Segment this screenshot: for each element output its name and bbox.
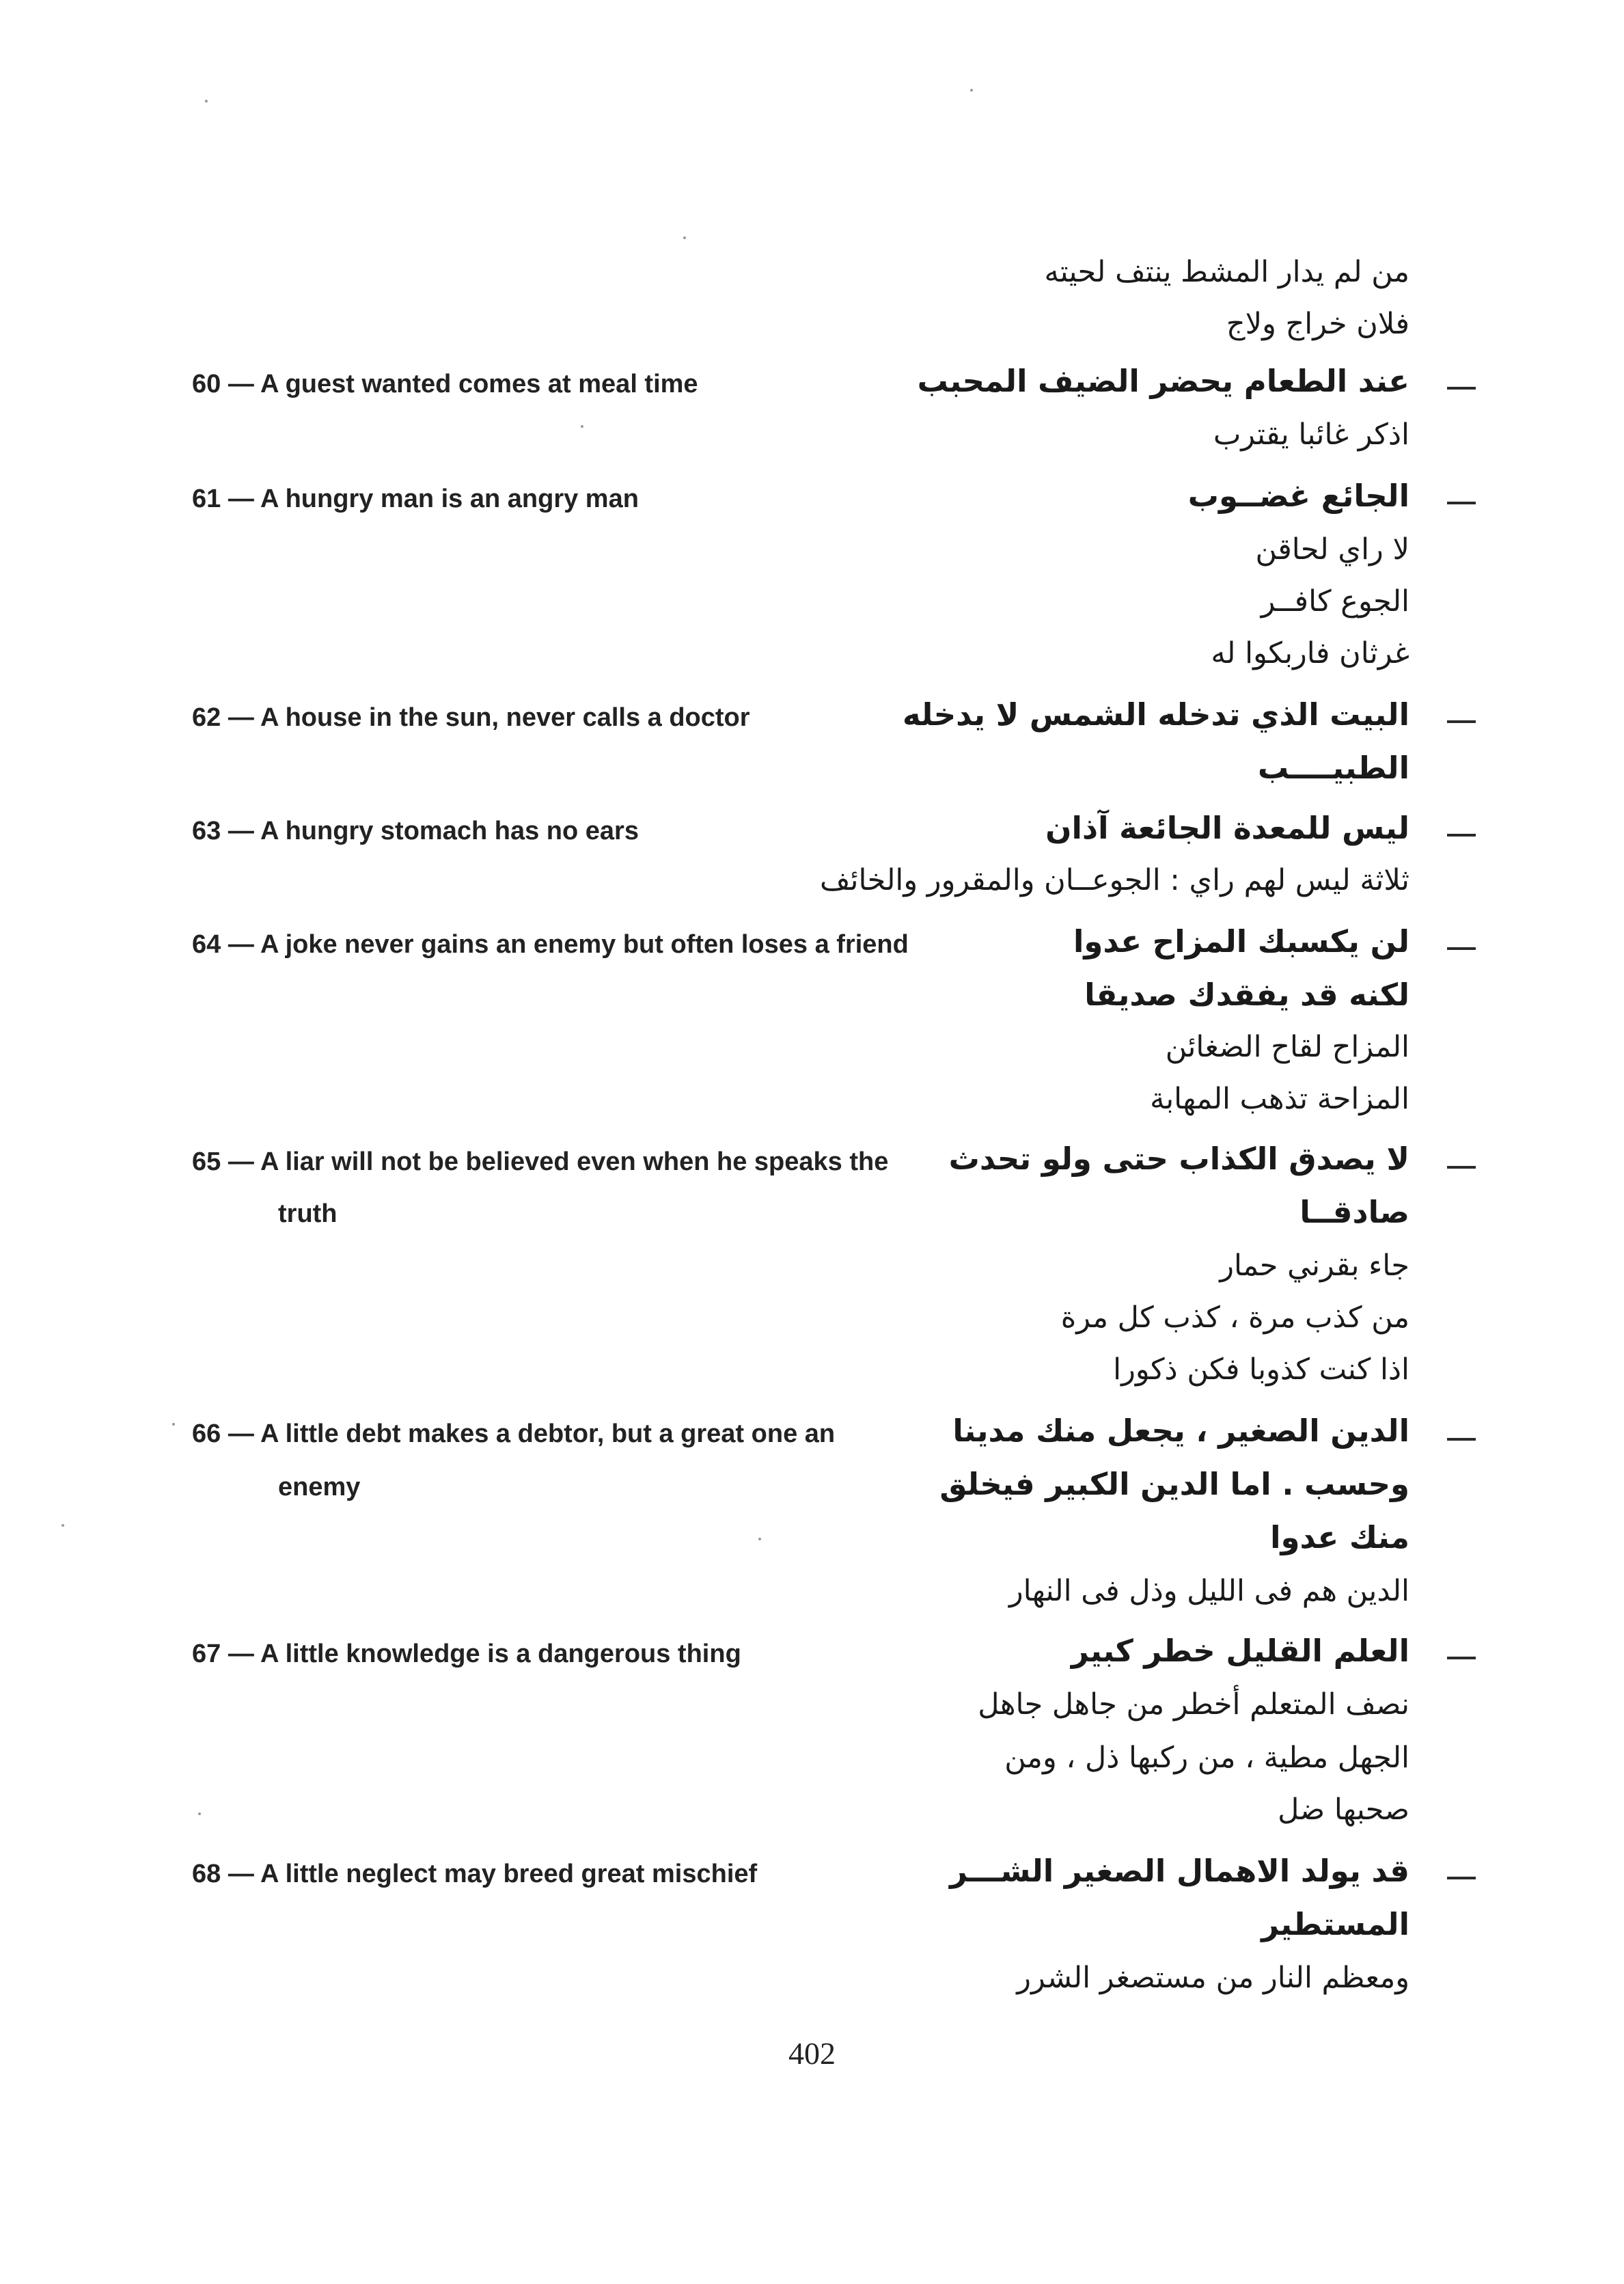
scan-speck [970,89,973,92]
arabic-proverb: ليس للمعدة الجائعة آذان [1045,810,1409,846]
scan-speck [205,100,208,103]
arabic-equivalent: الجهل مطية ، من ركبها ذل ، ومن [1004,1741,1409,1775]
arabic-equivalent: من كذب مرة ، كذب كل مرة [1060,1301,1409,1335]
entry-dash [1447,1877,1476,1879]
arabic-proverb: قد يولد الاهمال الصغير الشـــر [949,1853,1409,1889]
entry-dash [1447,387,1476,390]
arabic-proverb: منك عدوا [1270,1519,1409,1555]
arabic-equivalent: نصف المتعلم أخطر من جاهل جاهل [978,1687,1409,1722]
english-proverb: 65 — A liar will not be believed even when he speaks the [192,1147,889,1176]
arabic-equivalent: غرثان فاربكوا له [1211,636,1409,670]
arabic-equivalent: المزاحة تذهب المهابة [1150,1082,1409,1116]
english-proverb: 67 — A little knowledge is a dangerous thing [192,1640,741,1668]
arabic-proverb: صادقــا [1299,1194,1409,1230]
english-proverb: 61 — A hungry man is an angry man [192,485,639,513]
entry-dash [1447,1438,1476,1441]
arabic-equivalent: صحبها ضل [1278,1793,1409,1827]
arabic-equivalent: لا راي لحاقن [1255,532,1409,567]
arabic-proverb: المستطير [1261,1906,1409,1942]
arabic-proverb: لن يكسبك المزاح عدوا [1073,923,1409,960]
scan-speck [581,425,583,428]
entry-dash [1447,947,1476,950]
arabic-proverb: البيت الذي تدخله الشمس لا يدخله [903,696,1409,733]
entry-dash [1447,1657,1476,1659]
english-proverb-continued: truth [278,1199,338,1228]
arabic-proverb: الدين الصغير ، يجعل منك مدينا [952,1413,1409,1449]
page-number: 402 [788,2036,836,2071]
arabic-proverb: العلم القليل خطر كبير [1071,1633,1409,1669]
scan-speck [61,1524,64,1527]
arabic-proverb: عند الطعام يحضر الضيف المحبب [917,363,1409,399]
english-proverb: 66 — A little debt makes a debtor, but a great one an [192,1419,836,1448]
english-proverb: 68 — A little neglect may breed great mischief [192,1860,758,1888]
entry-dash [1447,502,1476,504]
arabic-proverb: وحسب . اما الدين الكبير فيخلق [939,1466,1409,1502]
scan-speck [198,1812,201,1815]
arabic-equivalent: المزاح لقاح الضغائن [1165,1030,1409,1064]
english-proverb: 64 — A joke never gains an enemy but often loses a friend [192,930,909,959]
arabic-proverb: لكنه قد يفقدك صديقا [1084,977,1409,1013]
english-proverb: 60 — A guest wanted comes at meal time [192,370,698,398]
scan-speck [683,236,686,239]
intro-line: من لم يدار المشط ينتف لحيته [1044,255,1409,289]
arabic-equivalent: الدين هم فى الليل وذل فى النهار [1008,1574,1409,1608]
arabic-equivalent: ومعظم النار من مستصغر الشرر [1017,1961,1409,1995]
english-proverb-continued: enemy [278,1473,361,1501]
arabic-equivalent: ثلاثة ليس لهم راي : الجوعــان والمقرور والخائف [819,863,1409,897]
arabic-equivalent: جاء بقرني حمار [1220,1249,1409,1283]
entry-dash [1447,720,1476,723]
arabic-equivalent: الجوع كافــر [1261,584,1409,618]
entry-dash [1447,834,1476,837]
scan-speck [758,1538,761,1540]
intro-line: فلان خراج ولاج [1226,307,1409,341]
arabic-equivalent: اذا كنت كذوبا فكن ذكورا [1113,1352,1409,1387]
arabic-proverb: الطبيــــب [1257,750,1409,786]
arabic-proverb: الجائع غضــوب [1187,478,1409,514]
arabic-equivalent: اذكر غائبا يقترب [1213,418,1409,452]
english-proverb: 63 — A hungry stomach has no ears [192,817,639,845]
entry-dash [1447,1166,1476,1169]
arabic-proverb: لا يصدق الكذاب حتى ولو تحدث [948,1141,1409,1177]
english-proverb: 62 — A house in the sun, never calls a doctor [192,703,750,732]
scan-speck [172,1423,175,1426]
